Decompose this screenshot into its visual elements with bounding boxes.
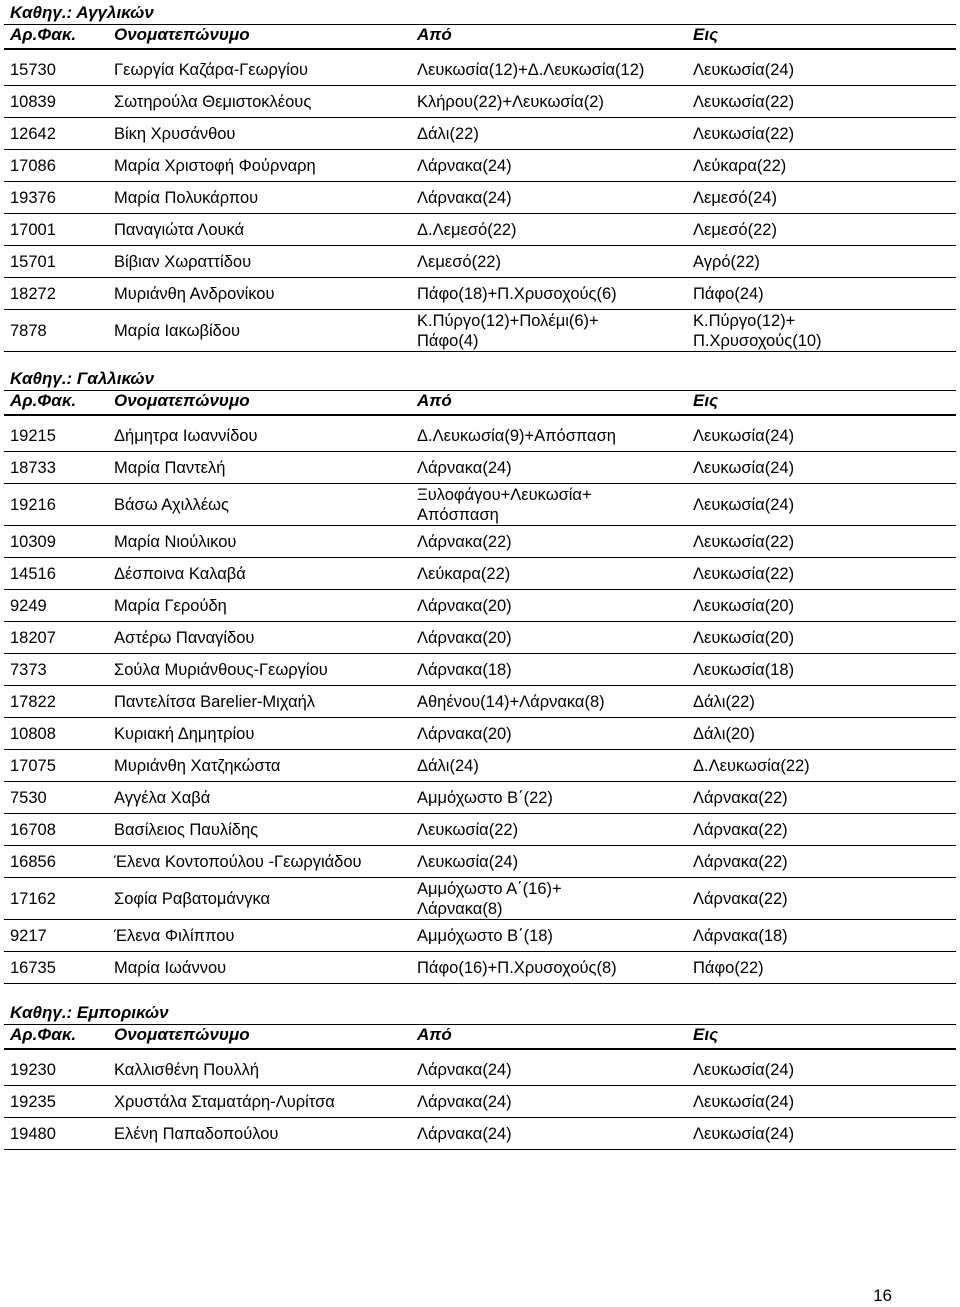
full-name-cell: [108, 321, 411, 341]
file-number-cell: [4, 724, 108, 744]
table-body: [4, 420, 956, 984]
to-cell: [687, 1092, 956, 1112]
full-name-cell-line: Αστέρω Παναγίδου: [114, 628, 255, 647]
full-name-cell: [108, 124, 411, 144]
from-cell-line: Κ.Πύργο(12)+Πολέμι(6)+: [417, 311, 599, 330]
file-number-cell: [4, 596, 108, 616]
header-to: Εις: [693, 25, 719, 44]
full-name-cell-line: Παντελίτσα Barelier-Μιχαήλ: [114, 692, 316, 711]
from-cell-line: Λευκωσία(12)+Δ.Λευκωσία(12): [417, 60, 645, 79]
file-number-cell: [4, 820, 108, 840]
from-cell: [411, 879, 687, 919]
full-name-cell: [108, 532, 411, 552]
to-cell: [687, 311, 956, 351]
full-name-cell: [108, 756, 411, 776]
file-number-cell-line: 7530: [10, 788, 47, 807]
to-cell-line: Λευκωσία(18): [693, 660, 795, 679]
table-row: [4, 750, 956, 782]
table-row: [4, 654, 956, 686]
from-cell-line: Λευκωσία(22): [417, 820, 519, 839]
file-number-cell: [4, 124, 108, 144]
full-name-cell: [108, 284, 411, 304]
to-cell: [687, 958, 956, 978]
from-cell: [411, 788, 687, 808]
table-body: [4, 54, 956, 352]
header-to: Εις: [693, 1025, 719, 1044]
file-number-cell: [4, 692, 108, 712]
section-title: Καθηγ.: Γαλλικών: [4, 366, 956, 391]
full-name-cell: [108, 596, 411, 616]
to-cell-line: Π.Χρυσοχούς(10): [693, 331, 822, 350]
to-cell-line: Λάρνακα(18): [693, 926, 788, 945]
table-row: [4, 278, 956, 310]
to-cell: [687, 660, 956, 680]
full-name-cell-line: Κυριακή Δημητρίου: [114, 724, 255, 743]
full-name-cell: [108, 495, 411, 515]
full-name-cell-line: Έλενα Φιλίππου: [114, 926, 235, 945]
full-name-cell: [108, 1060, 411, 1080]
to-cell-line: Λεμεσό(24): [693, 188, 777, 207]
column-header-row: [4, 391, 956, 416]
header-full-name: Ονοματεπώνυμο: [114, 391, 250, 410]
table-row: [4, 182, 956, 214]
table-body: [4, 1054, 956, 1150]
to-cell: [687, 889, 956, 909]
from-cell: [411, 156, 687, 176]
full-name-cell: [108, 628, 411, 648]
table-row: [4, 878, 956, 920]
to-cell-line: Λάρνακα(22): [693, 889, 788, 908]
to-cell: [687, 188, 956, 208]
from-cell: [411, 124, 687, 144]
header-file-number: Αρ.Φακ.: [10, 391, 77, 410]
from-cell-line: Λάρνακα(20): [417, 596, 512, 615]
header-file-number: Αρ.Φακ.: [10, 25, 77, 44]
to-cell: [687, 724, 956, 744]
to-cell: [687, 788, 956, 808]
to-cell: [687, 564, 956, 584]
file-number-cell: [4, 60, 108, 80]
full-name-cell-line: Μαρία Γερούδη: [114, 596, 227, 615]
to-cell: [687, 926, 956, 946]
table-row: [4, 118, 956, 150]
to-cell: [687, 596, 956, 616]
full-name-cell: [108, 220, 411, 240]
from-cell: [411, 60, 687, 80]
file-number-cell: [4, 532, 108, 552]
from-cell-line: Αμμόχωστο Β΄(22): [417, 788, 553, 807]
file-number-cell-line: 18272: [10, 284, 56, 303]
full-name-cell-line: Βασίλειος Παυλίδης: [114, 820, 259, 839]
file-number-cell: [4, 92, 108, 112]
to-cell: [687, 532, 956, 552]
to-cell: [687, 156, 956, 176]
full-name-cell: [108, 926, 411, 946]
from-cell: [411, 958, 687, 978]
header-from: Από: [417, 25, 452, 44]
full-name-cell: [108, 564, 411, 584]
file-number-cell: [4, 889, 108, 909]
full-name-cell: [108, 788, 411, 808]
from-cell: [411, 1124, 687, 1144]
from-cell-line: Λάρνακα(24): [417, 458, 512, 477]
from-cell-line: Δ.Λευκωσία(9)+Απόσπαση: [417, 426, 616, 445]
file-number-cell: [4, 926, 108, 946]
header-to: Εις: [693, 391, 719, 410]
to-cell-line: Λεμεσό(22): [693, 220, 777, 239]
from-cell: [411, 692, 687, 712]
from-cell: [411, 92, 687, 112]
full-name-cell: [108, 958, 411, 978]
file-number-cell: [4, 220, 108, 240]
to-cell-line: Λευκωσία(22): [693, 564, 795, 583]
table-row: [4, 622, 956, 654]
file-number-cell-line: 17822: [10, 692, 56, 711]
from-cell-line: Λεμεσό(22): [417, 252, 501, 271]
from-cell: [411, 532, 687, 552]
from-cell-line: Δ.Λεμεσό(22): [417, 220, 517, 239]
table-row: [4, 246, 956, 278]
from-cell-line: Πάφο(4): [417, 331, 479, 350]
from-cell: [411, 426, 687, 446]
to-cell-line: Λεύκαρα(22): [693, 156, 787, 175]
file-number-cell: [4, 321, 108, 341]
full-name-cell-line: Δήμητρα Ιωαννίδου: [114, 426, 258, 445]
file-number-cell-line: 7878: [10, 321, 47, 340]
from-cell-line: Αθηένου(14)+Λάρνακα(8): [417, 692, 605, 711]
from-cell-line: Λεύκαρα(22): [417, 564, 511, 583]
to-cell-line: Δάλι(20): [693, 724, 755, 743]
full-name-cell-line: Δέσποινα Καλαβά: [114, 564, 246, 583]
file-number-cell: [4, 1092, 108, 1112]
to-cell-line: Λευκωσία(20): [693, 628, 795, 647]
from-cell-line: Λάρνακα(20): [417, 628, 512, 647]
column-header-row: [4, 1025, 956, 1050]
to-cell-line: Πάφο(24): [693, 284, 764, 303]
file-number-cell-line: 19230: [10, 1060, 56, 1079]
file-number-cell: [4, 1124, 108, 1144]
table-row: [4, 590, 956, 622]
from-cell-line: Λάρνακα(24): [417, 1092, 512, 1111]
full-name-cell: [108, 458, 411, 478]
from-cell: [411, 724, 687, 744]
from-cell: [411, 660, 687, 680]
full-name-cell-line: Μαρία Χριστοφή Φούρναρη: [114, 156, 316, 175]
file-number-cell: [4, 495, 108, 515]
file-number-cell-line: 10839: [10, 92, 56, 111]
section-title: Καθηγ.: Αγγλικών: [4, 0, 956, 25]
from-cell-line: Αμμόχωστο Β΄(18): [417, 926, 553, 945]
from-cell: [411, 485, 687, 525]
from-cell: [411, 220, 687, 240]
page-number: 16: [873, 1286, 892, 1305]
from-cell-line: Πάφο(18)+Π.Χρυσοχούς(6): [417, 284, 617, 303]
to-cell-line: Δάλι(22): [693, 692, 755, 711]
to-cell-line: Λευκωσία(22): [693, 92, 795, 111]
to-cell: [687, 628, 956, 648]
file-number-cell-line: 17162: [10, 889, 56, 908]
to-cell-line: Κ.Πύργο(12)+: [693, 311, 796, 330]
to-cell: [687, 92, 956, 112]
from-cell: [411, 756, 687, 776]
header-from: Από: [417, 391, 452, 410]
column-header-row: [4, 25, 956, 50]
table-row: [4, 718, 956, 750]
table-row: [4, 782, 956, 814]
full-name-cell: [108, 692, 411, 712]
file-number-cell: [4, 958, 108, 978]
to-cell: [687, 458, 956, 478]
from-cell: [411, 284, 687, 304]
table-row: [4, 452, 956, 484]
full-name-cell-line: Μαρία Νιούλικου: [114, 532, 237, 551]
table-row: [4, 484, 956, 526]
file-number-cell-line: 9217: [10, 926, 47, 945]
from-cell: [411, 1092, 687, 1112]
to-cell: [687, 284, 956, 304]
to-cell-line: Αγρό(22): [693, 252, 760, 271]
full-name-cell-line: Γεωργία Καζάρα-Γεωργίου: [114, 60, 309, 79]
to-cell-line: Δ.Λευκωσία(22): [693, 756, 810, 775]
to-cell-line: Λευκωσία(20): [693, 596, 795, 615]
document-page: [4, 0, 956, 1150]
file-number-cell-line: 19376: [10, 188, 56, 207]
file-number-cell-line: 16708: [10, 820, 56, 839]
file-number-cell-line: 15730: [10, 60, 56, 79]
full-name-cell-line: Βίκη Χρυσάνθου: [114, 124, 236, 143]
to-cell: [687, 124, 956, 144]
file-number-cell-line: 17086: [10, 156, 56, 175]
from-cell: [411, 564, 687, 584]
file-number-cell-line: 12642: [10, 124, 56, 143]
table-row: [4, 558, 956, 590]
file-number-cell-line: 9249: [10, 596, 47, 615]
file-number-cell-line: 18733: [10, 458, 56, 477]
table-row: [4, 420, 956, 452]
full-name-cell-line: Μυριάνθη Χατζηκώστα: [114, 756, 281, 775]
section-english-teachers: [4, 0, 956, 352]
from-cell-line: Απόσπαση: [417, 505, 499, 524]
from-cell-line: Λάρνακα(8): [417, 899, 503, 918]
to-cell-line: Λευκωσία(24): [693, 1124, 795, 1143]
from-cell-line: Λάρνακα(24): [417, 188, 512, 207]
from-cell-line: Λάρνακα(18): [417, 660, 512, 679]
header-file-number: Αρ.Φακ.: [10, 1025, 77, 1044]
to-cell: [687, 692, 956, 712]
full-name-cell: [108, 852, 411, 872]
file-number-cell-line: 19215: [10, 426, 56, 445]
full-name-cell: [108, 820, 411, 840]
to-cell: [687, 852, 956, 872]
file-number-cell: [4, 756, 108, 776]
to-cell: [687, 1124, 956, 1144]
to-cell-line: Λευκωσία(24): [693, 1060, 795, 1079]
file-number-cell: [4, 426, 108, 446]
to-cell-line: Λευκωσία(24): [693, 60, 795, 79]
full-name-cell-line: Βάσω Αχιλλέως: [114, 495, 230, 514]
table-row: [4, 920, 956, 952]
to-cell-line: Λάρνακα(22): [693, 820, 788, 839]
table-row: [4, 310, 956, 352]
from-cell-line: Λάρνακα(20): [417, 724, 512, 743]
file-number-cell: [4, 852, 108, 872]
file-number-cell-line: 19480: [10, 1124, 56, 1143]
full-name-cell: [108, 92, 411, 112]
to-cell: [687, 60, 956, 80]
file-number-cell: [4, 156, 108, 176]
full-name-cell-line: Μαρία Ιωάννου: [114, 958, 227, 977]
full-name-cell-line: Βίβιαν Χωραττίδου: [114, 252, 252, 271]
full-name-cell-line: Μαρία Παντελή: [114, 458, 226, 477]
to-cell-line: Λάρνακα(22): [693, 788, 788, 807]
table-row: [4, 686, 956, 718]
from-cell-line: Πάφο(16)+Π.Χρυσοχούς(8): [417, 958, 617, 977]
from-cell-line: Αμμόχωστο Α΄(16)+: [417, 879, 562, 898]
table-row: [4, 846, 956, 878]
from-cell: [411, 926, 687, 946]
file-number-cell: [4, 788, 108, 808]
from-cell: [411, 311, 687, 351]
file-number-cell: [4, 188, 108, 208]
table-row: [4, 526, 956, 558]
to-cell-line: Πάφο(22): [693, 958, 764, 977]
file-number-cell-line: 16856: [10, 852, 56, 871]
to-cell: [687, 426, 956, 446]
full-name-cell: [108, 60, 411, 80]
file-number-cell-line: 17075: [10, 756, 56, 775]
full-name-cell: [108, 156, 411, 176]
to-cell-line: Λευκωσία(24): [693, 426, 795, 445]
header-full-name: Ονοματεπώνυμο: [114, 25, 250, 44]
to-cell-line: Λευκωσία(24): [693, 458, 795, 477]
full-name-cell-line: Μαρία Πολυκάρπου: [114, 188, 259, 207]
to-cell: [687, 1060, 956, 1080]
full-name-cell-line: Σοφία Ραβατομάνγκα: [114, 889, 271, 908]
file-number-cell-line: 7373: [10, 660, 47, 679]
table-row: [4, 1118, 956, 1150]
to-cell: [687, 495, 956, 515]
from-cell-line: Ξυλοφάγου+Λευκωσία+: [417, 485, 592, 504]
file-number-cell-line: 10309: [10, 532, 56, 551]
file-number-cell-line: 19235: [10, 1092, 56, 1111]
to-cell-line: Λευκωσία(22): [693, 124, 795, 143]
to-cell-line: Λευκωσία(24): [693, 495, 795, 514]
full-name-cell: [108, 724, 411, 744]
full-name-cell-line: Σούλα Μυριάνθους-Γεωργίου: [114, 660, 328, 679]
table-row: [4, 1054, 956, 1086]
full-name-cell: [108, 1092, 411, 1112]
file-number-cell: [4, 628, 108, 648]
file-number-cell-line: 17001: [10, 220, 56, 239]
from-cell-line: Δάλι(24): [417, 756, 479, 775]
full-name-cell-line: Χρυστάλα Σταματάρη-Λυρίτσα: [114, 1092, 335, 1111]
file-number-cell: [4, 564, 108, 584]
to-cell-line: Λευκωσία(24): [693, 1092, 795, 1111]
table-row: [4, 214, 956, 246]
file-number-cell-line: 18207: [10, 628, 56, 647]
to-cell: [687, 220, 956, 240]
full-name-cell-line: Παναγιώτα Λουκά: [114, 220, 245, 239]
table-row: [4, 150, 956, 182]
file-number-cell: [4, 284, 108, 304]
from-cell: [411, 1060, 687, 1080]
full-name-cell-line: Σωτηρούλα Θεμιστοκλέους: [114, 92, 312, 111]
full-name-cell-line: Έλενα Κοντοπούλου -Γεωργιάδου: [114, 852, 362, 871]
from-cell-line: Κλήρου(22)+Λευκωσία(2): [417, 92, 604, 111]
full-name-cell: [108, 1124, 411, 1144]
full-name-cell: [108, 660, 411, 680]
file-number-cell-line: 16735: [10, 958, 56, 977]
from-cell: [411, 628, 687, 648]
file-number-cell-line: 10808: [10, 724, 56, 743]
from-cell: [411, 458, 687, 478]
full-name-cell-line: Αγγέλα Χαβά: [114, 788, 211, 807]
from-cell-line: Λάρνακα(24): [417, 1060, 512, 1079]
from-cell-line: Λάρνακα(24): [417, 156, 512, 175]
file-number-cell-line: 14516: [10, 564, 56, 583]
full-name-cell: [108, 252, 411, 272]
from-cell: [411, 188, 687, 208]
table-row: [4, 952, 956, 984]
full-name-cell: [108, 889, 411, 909]
from-cell: [411, 252, 687, 272]
file-number-cell: [4, 1060, 108, 1080]
from-cell-line: Λάρνακα(22): [417, 532, 512, 551]
file-number-cell-line: 19216: [10, 495, 56, 514]
table-row: [4, 86, 956, 118]
section-title: Καθηγ.: Εμπορικών: [4, 1000, 956, 1025]
full-name-cell: [108, 188, 411, 208]
to-cell: [687, 252, 956, 272]
from-cell-line: Λάρνακα(24): [417, 1124, 512, 1143]
full-name-cell-line: Μυριάνθη Ανδρονίκου: [114, 284, 275, 303]
header-from: Από: [417, 1025, 452, 1044]
from-cell: [411, 596, 687, 616]
table-row: [4, 54, 956, 86]
table-row: [4, 1086, 956, 1118]
section-french-teachers: [4, 366, 956, 984]
full-name-cell-line: Καλλισθένη Πουλλή: [114, 1060, 260, 1079]
from-cell-line: Δάλι(22): [417, 124, 479, 143]
from-cell: [411, 820, 687, 840]
file-number-cell-line: 15701: [10, 252, 56, 271]
section-commercial-teachers: [4, 1000, 956, 1150]
file-number-cell: [4, 660, 108, 680]
to-cell-line: Λάρνακα(22): [693, 852, 788, 871]
file-number-cell: [4, 252, 108, 272]
from-cell: [411, 852, 687, 872]
full-name-cell-line: Ελένη Παπαδοπούλου: [114, 1124, 279, 1143]
full-name-cell: [108, 426, 411, 446]
to-cell: [687, 756, 956, 776]
header-full-name: Ονοματεπώνυμο: [114, 1025, 250, 1044]
to-cell: [687, 820, 956, 840]
to-cell-line: Λευκωσία(22): [693, 532, 795, 551]
table-row: [4, 814, 956, 846]
from-cell-line: Λευκωσία(24): [417, 852, 519, 871]
file-number-cell: [4, 458, 108, 478]
full-name-cell-line: Μαρία Ιακωβίδου: [114, 321, 241, 340]
